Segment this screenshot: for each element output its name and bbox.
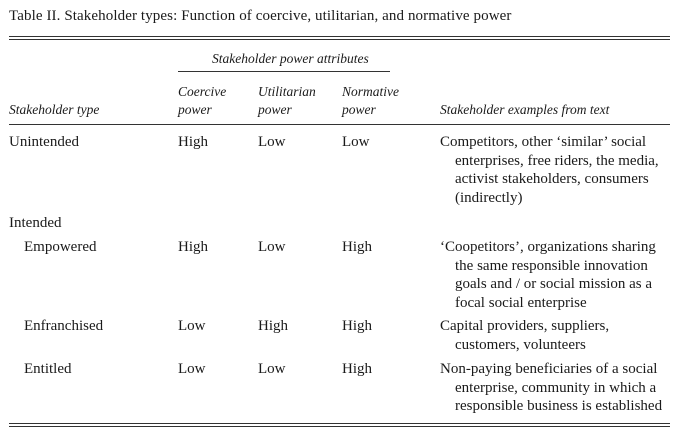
top-rule-second [9, 39, 670, 40]
table-caption: Table II. Stakeholder types: Function of coercive, utilitarian, and normative power [9, 8, 512, 24]
cell-utilitarian-entitled: Low [258, 361, 286, 377]
row-type-intended: Intended [9, 215, 62, 231]
cell-utilitarian-enfranchised: High [258, 318, 288, 334]
header-coercive-line2: power [178, 102, 212, 117]
header-utilitarian-line1: Utilitarian [258, 84, 316, 99]
group-header: Stakeholder power attributes [212, 51, 369, 66]
cell-coercive-empowered: High [178, 239, 208, 255]
header-coercive-line1: Coercive [178, 84, 227, 99]
group-header-rule [178, 71, 390, 72]
cell-examples-unintended: Competitors, other ‘similar’ social enterprises, free riders, the media, activist stakeholders, consumers (indirectly) [440, 134, 659, 206]
header-normative-line2: power [342, 102, 376, 117]
cell-normative-unintended: Low [342, 134, 370, 150]
top-rule [9, 36, 670, 37]
bottom-rule-second [9, 426, 670, 427]
cell-utilitarian-empowered: Low [258, 239, 286, 255]
cell-examples-entitled: Non-paying beneficiaries of a social enterprise, community in which a responsible business is established [440, 361, 663, 414]
row-type-unintended: Unintended [9, 134, 79, 150]
header-utilitarian-line2: power [258, 102, 292, 117]
header-rule [9, 124, 670, 125]
row-type-entitled: Entitled [24, 361, 72, 377]
header-normative-line1: Normative [342, 84, 399, 99]
row-type-empowered: Empowered [24, 239, 97, 255]
cell-examples-empowered: ‘Coopetitors’, organizations sharing the same responsible innovation goals and / or social mission as a focal social enterprise [440, 239, 656, 311]
header-stakeholder-type: Stakeholder type [9, 102, 100, 117]
cell-utilitarian-unintended: Low [258, 134, 286, 150]
header-examples: Stakeholder examples from text [440, 102, 610, 117]
row-type-enfranchised: Enfranchised [24, 318, 104, 334]
cell-normative-entitled: High [342, 361, 372, 377]
cell-coercive-entitled: Low [178, 361, 206, 377]
cell-normative-empowered: High [342, 239, 372, 255]
cell-coercive-unintended: High [178, 134, 208, 150]
cell-normative-enfranchised: High [342, 318, 372, 334]
cell-coercive-enfranchised: Low [178, 318, 206, 334]
bottom-rule [9, 423, 670, 424]
cell-examples-enfranchised: Capital providers, suppliers, customers, volunteers [440, 318, 610, 353]
